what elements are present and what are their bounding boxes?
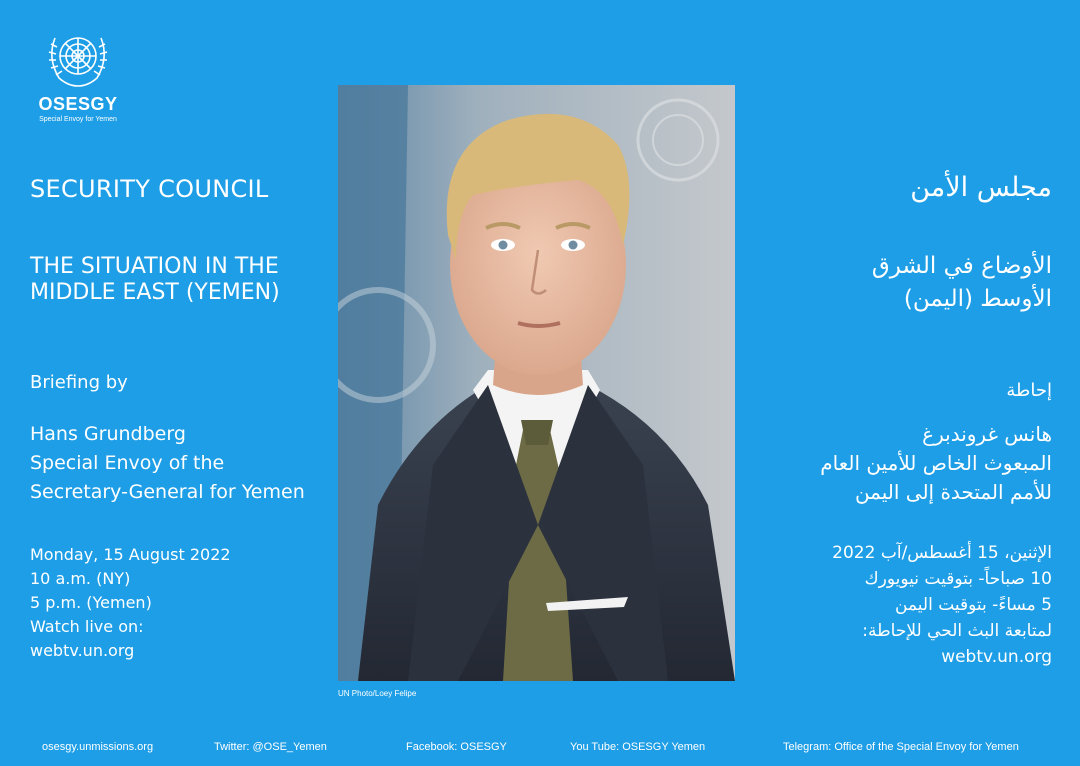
osesgy-logo xyxy=(38,28,118,128)
event-date-ar: الإثنين، 15 أغسطس/آب 2022 xyxy=(832,543,1052,563)
topic-heading-ar xyxy=(872,250,1052,316)
topic-heading xyxy=(30,254,330,306)
schedule-block xyxy=(30,543,231,663)
logo-org-name: OSESGY xyxy=(38,94,118,114)
watch-label: Watch live on: xyxy=(30,617,144,636)
webtv-link[interactable]: webtv.un.org xyxy=(30,641,135,660)
speaker-title-line-1-ar: المبعوث الخاص للأمين العام xyxy=(820,451,1052,475)
footer-twitter[interactable]: Twitter: @OSE_Yemen xyxy=(214,741,327,753)
un-emblem-icon xyxy=(41,28,115,90)
watch-label-ar: لمتابعة البث الحي للإحاطة: xyxy=(862,621,1052,641)
footer-facebook[interactable]: Facebook: OSESGY xyxy=(406,741,507,753)
footer xyxy=(0,741,1080,755)
time-ny-ar: 10 صباحاً- بتوقيت نيويورك xyxy=(864,569,1052,589)
event-date: Monday, 15 August 2022 xyxy=(30,545,231,564)
speaker-title-line-2-ar: للأمم المتحدة إلى اليمن xyxy=(854,480,1052,504)
photo-credit: UN Photo/Loey Felipe xyxy=(338,689,417,698)
topic-line-2: MIDDLE EAST (YEMEN) xyxy=(30,280,280,305)
speaker-title-line-1: Special Envoy of the xyxy=(30,452,225,474)
council-heading-ar: مجلس الأمن xyxy=(910,172,1052,203)
portrait-photo xyxy=(338,85,735,681)
time-yemen: 5 p.m. (Yemen) xyxy=(30,593,152,612)
schedule-block-ar xyxy=(832,540,1052,670)
footer-youtube[interactable]: You Tube: OSESGY Yemen xyxy=(570,741,706,753)
topic-line-1: THE SITUATION IN THE xyxy=(30,254,279,279)
topic-line-2-ar: الأوسط (اليمن) xyxy=(903,286,1052,312)
time-ny: 10 a.m. (NY) xyxy=(30,569,131,588)
council-heading: SECURITY COUNCIL xyxy=(30,175,269,203)
briefing-by-label: Briefing by xyxy=(30,372,128,393)
footer-telegram[interactable]: Telegram: Office of the Special Envoy for Yemen xyxy=(783,741,1019,753)
topic-line-1-ar: الأوضاع في الشرق xyxy=(871,253,1052,279)
webtv-link-ar[interactable]: webtv.un.org xyxy=(941,647,1052,667)
speaker-name-ar: هانس غروندبرغ xyxy=(922,422,1052,446)
logo-subtitle: Special Envoy for Yemen xyxy=(39,116,117,123)
speaker-name: Hans Grundberg xyxy=(30,423,186,445)
portrait-illustration xyxy=(338,85,735,681)
speaker-block xyxy=(30,420,305,507)
time-yemen-ar: 5 مساءً- بتوقيت اليمن xyxy=(894,595,1052,615)
speaker-title-line-2: Secretary-General for Yemen xyxy=(30,481,305,503)
footer-website[interactable]: osesgy.unmissions.org xyxy=(42,741,154,753)
speaker-block-ar xyxy=(820,420,1052,507)
briefing-by-label-ar: إحاطة xyxy=(1006,380,1052,401)
